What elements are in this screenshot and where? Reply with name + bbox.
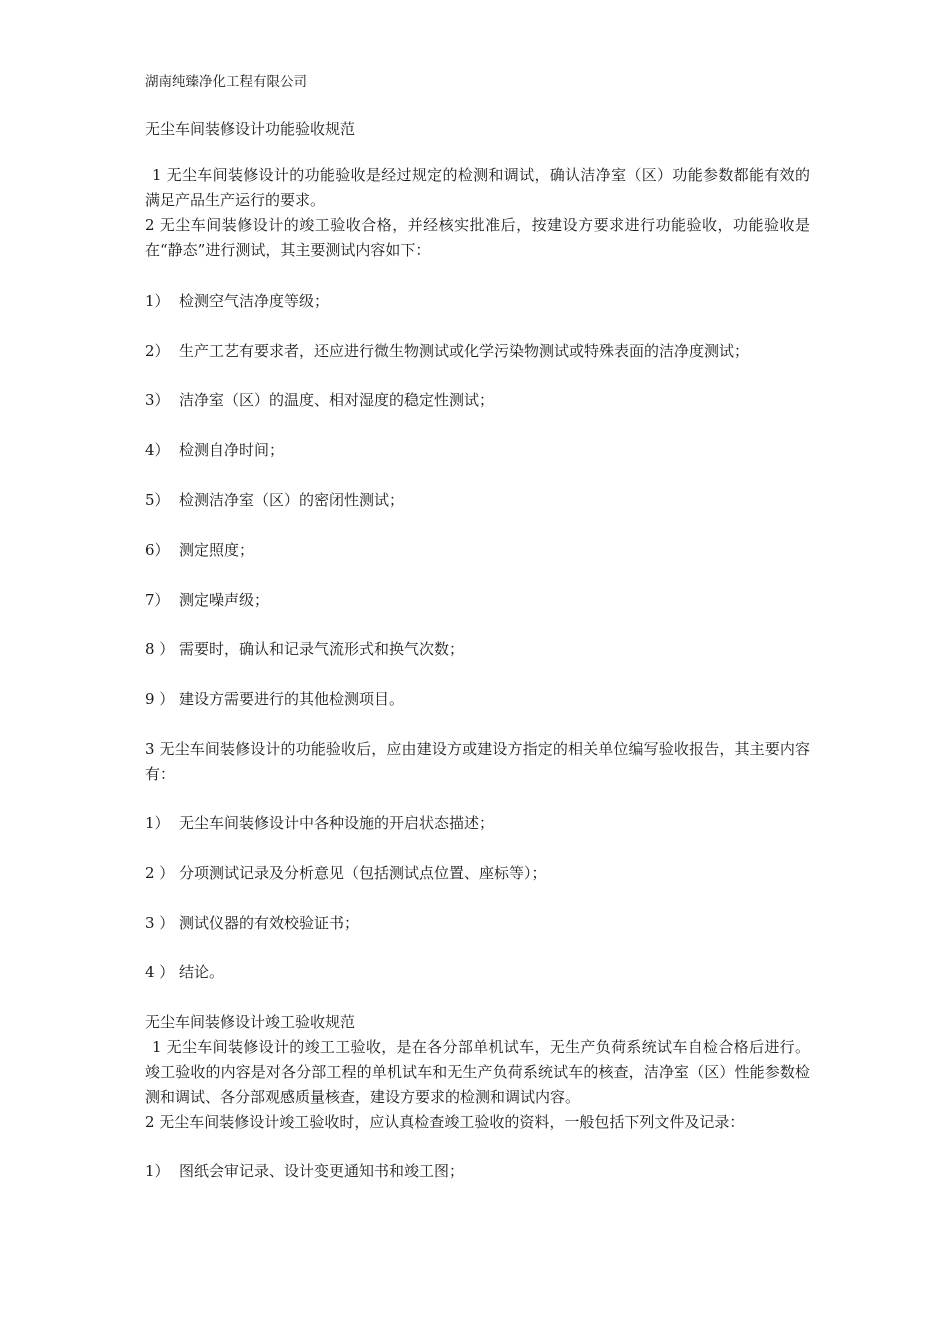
list-item: 3 ） 测试仪器的有效校验证书；: [145, 914, 360, 932]
list-item: 2） 生产工艺有要求者，还应进行微生物测试或化学污染物测试或特殊表面的洁净度测试；: [145, 342, 750, 360]
list-item: 4 ） 结论。: [145, 963, 225, 981]
list-item: 9 ） 建设方需要进行的其他检测项目。: [145, 690, 405, 708]
section2-paragraph-2: 2 无尘车间装修设计竣工验收时，应认真检查竣工验收的资料，一般包括下列文件及记录：: [145, 1113, 745, 1131]
company-header: 湖南纯臻净化工程有限公司: [145, 74, 307, 90]
list-item: 5） 检测洁净室（区）的密闭性测试；: [145, 491, 405, 509]
list-item: 6） 测定照度；: [145, 541, 255, 559]
list-item: 2 ） 分项测试记录及分析意见（包括测试点位置、座标等）；: [145, 864, 547, 882]
list-item: 1） 检测空气洁净度等级；: [145, 292, 330, 310]
section1-paragraph-2: 2 无尘车间装修设计的竣工验收合格，并经核实批准后，按建设方要求进行功能验收，功能验收是在“静态”进行测试，其主要测试内容如下：: [145, 216, 810, 259]
section2-title: 无尘车间装修设计竣工验收规范: [145, 1013, 356, 1031]
section1-title: 无尘车间装修设计功能验收规范: [145, 120, 356, 138]
section2-paragraph-1: 1 无尘车间装修设计的竣工工验收，是在各分部单机试车，无生产负荷系统试车自检合格后进行。竣工验收的内容是对各分部工程的单机试车和无生产负荷系统试车的核查，洁净室（区）性能参数检测和调试、各分部观感质量核查，建设方要求的检测和调试内容。: [145, 1038, 810, 1106]
list-item: 3） 洁净室（区）的温度、相对湿度的稳定性测试；: [145, 391, 495, 409]
list-item: 7） 测定噪声级；: [145, 591, 270, 609]
list-item: 1） 无尘车间装修设计中各种设施的开启状态描述；: [145, 814, 495, 832]
section1-paragraph-1: 1 无尘车间装修设计的功能验收是经过规定的检测和调试，确认洁净室（区）功能参数都能有效的满足产品生产运行的要求。: [145, 166, 810, 209]
list-item: 8 ） 需要时，确认和记录气流形式和换气次数；: [145, 640, 465, 658]
list-item: 4） 检测自净时间；: [145, 441, 285, 459]
list-item: 1） 图纸会审记录、设计变更通知书和竣工图；: [145, 1162, 465, 1180]
section1-paragraph-3: 3 无尘车间装修设计的功能验收后，应由建设方或建设方指定的相关单位编写验收报告，其主要内容有：: [145, 740, 810, 783]
